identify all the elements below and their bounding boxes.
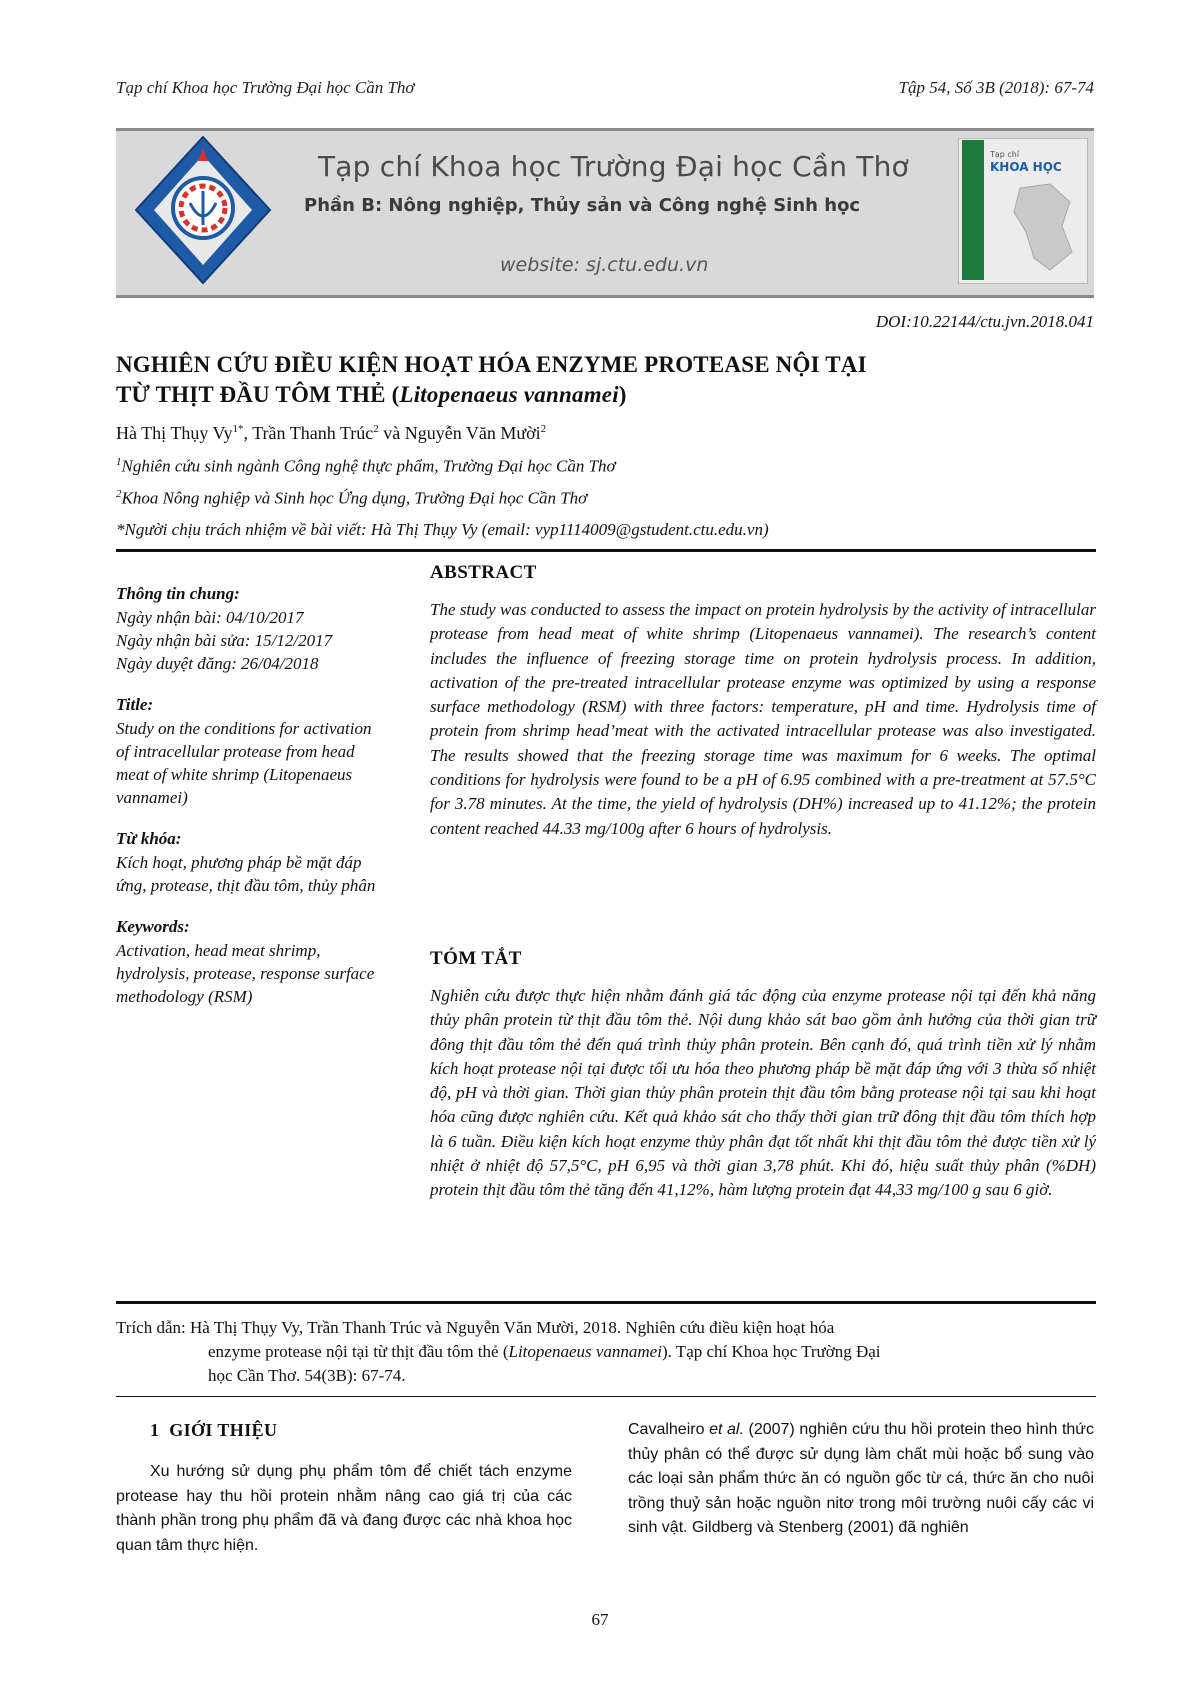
citation-line-1 [116,1316,1096,1340]
keywords-text: Activation, head meat shrimp, hydrolysis, protease, response surface methodology (RSM) [116,941,375,1006]
citation-part-1: Hà Thị Thụy Vy, Trần Thanh Trúc và Nguyễn Văn Mười, 2018. Nghiên cứu điều kiện hoạt hóa [190,1318,835,1337]
cover-label-small: Tạp chí [990,150,1020,159]
abstract-divider [116,1301,1096,1304]
tomtat-heading: TÓM TẮT [430,948,522,969]
abstract-heading: ABSTRACT [430,562,537,583]
right-column-text-b: (2007) nghiên cứu thu hồi protein theo hình thức thủy phân có thể được sử dụng làm chất mùi hoặc bổ sung vào các loại sản phẩm thức ăn có nguồn gốc từ cá, thức ăn cho nuôi trồng thuỷ sản hoặc nguồn nitơ trong môi trường nuôi cấy các vi sinh vật. Gildberg và Stenberg (2001) đã nghiên [628,1421,1095,1536]
tukhoa-heading: Từ khóa: [116,829,182,848]
cover-strip [962,140,984,280]
title-species: Litopenaeus vannamei [399,382,619,407]
title-line-2-text: TỪ THỊT ĐẦU TÔM THẺ ( [116,382,400,407]
affiliation-1-sup: 1 [116,456,122,468]
date-accepted: Ngày duyệt đăng: 26/04/2018 [116,654,319,673]
banner-website[interactable]: website: sj.ctu.edu.vn [500,254,709,276]
section-1-right-column [628,1418,1094,1541]
affiliation-2-text: Khoa Nông nghiệp và Sinh học Ứng dụng, Trường Đại học Cần Thơ [121,488,588,508]
affiliation-2 [116,488,587,509]
date-revised: Ngày nhận bài sửa: 15/12/2017 [116,631,333,650]
doi[interactable]: DOI:10.22144/ctu.jvn.2018.041 [875,312,1094,331]
article-title [116,350,1096,410]
author-2: , Trần Thanh Trúc [243,423,374,443]
title-line-2-end: ) [618,382,627,407]
cover-map-icon [1010,182,1078,274]
affiliation-1 [116,456,616,477]
citation-line-2 [116,1340,1096,1364]
banner-title: Tạp chí Khoa học Trường Đại học Cần Thơ [318,150,909,183]
citation-divider [116,1396,1096,1397]
header-divider [116,549,1096,552]
citation-species: Litopenaeus vannamei [508,1342,662,1361]
author-3-sup: 2 [540,423,547,435]
citation-part-2: enzyme protease nội tại từ thịt đầu tôm thẻ ( [208,1342,509,1361]
tomtat-text: Nghiên cứu được thực hiện nhằm đánh giá tác động của enzyme protease nội tại đến khả năng thủy phân protein từ thịt đầu tôm thẻ. Nội dung khảo sát bao gồm ảnh hưởng của thời gian trữ đông thịt đầu tôm thẻ đến quá trình thủy phân protein. Bên cạnh đó, quá trình tiền xử lý nhằm kích hoạt protease nội tại được tối ưu hóa theo phương pháp bề mặt đáp ứng với 3 thừa số nhiệt độ, pH và thời gian. Thời gian thủy phân protein thịt đầu tôm bằng protease nội tại sau khi hoạt hóa cũng được nghiên cứu. Kết quả khảo sát cho thấy thời gian trữ đông thịt đầu tôm thích hợp là 6 tuần. Điều kiện kích hoạt enzyme thủy phân đạt tốt nhất khi thịt đầu tôm thẻ được tiền xử lý nhiệt ở nhiệt độ 57,5°C, pH 6,95 và thời gian 3,78 phút. Khi đó, hiệu suất thủy phân (%DH) protein thịt đầu tôm thẻ tăng đến 41,12%, hàm lượng protein đạt 44,33 mg/100 g sau 6 giờ. [430,986,1096,1200]
author-list [116,423,546,444]
banner-subtitle: Phần B: Nông nghiệp, Thủy sản và Công nghệ Sinh học [304,195,861,216]
affiliation-2-sup: 2 [116,488,122,500]
cover-label: KHOA HỌC [990,160,1062,174]
corresponding-author: *Người chịu trách nhiệm về bài viết: Hà Thị Thụy Vy (email: vyp1114009@gstudent.ctu.edu.vn) [116,520,769,539]
article-info-sidebar [116,582,386,1026]
english-title: Study on the conditions for activation of intracellular protease from head meat of white shrimp (Litopenaeus vannamei) [116,719,372,807]
citation-part-2-end: ). Tạp chí Khoa học Trường Đại [661,1342,881,1361]
citation [116,1316,1096,1388]
citation-label: Trích dẫn: [116,1318,186,1337]
right-column-text-a: Cavalheiro [628,1421,710,1438]
title-line-2 [116,380,1096,410]
section-1-heading [150,1420,277,1441]
abstract-text: The study was conducted to assess the impact on protein hydrolysis by the activity of intracellular protease from head meat of white shrimp (Litopenaeus vannamei). The research’s content includes the influence of freezing storage time on protein hydrolysis process. In addition, activation of the pre-treated intracellular protease enzyme was optimized by using a response surface methodology (RSM) with three factors: temperature, pH and time. Hydrolysis time of protein from shrimp head’meat with the activated intracellular protease was also investigated. The results showed that the freezing storage time was maximum for 6 weeks. The optimal conditions for hydrolysis were found to be a pH of 6.95 combined with a pre-treatment at 57.5°C for 3.78 minutes. At the time, the yield of hydrolysis (DH%) increased up to 41.12%; the protein content reached 44.33 mg/100g after 6 hours of hydrolysis. [430,600,1096,838]
page-number: 67 [591,1610,609,1629]
author-1-sup: 1* [232,423,244,435]
section-1-title: GIỚI THIỆU [169,1420,278,1440]
right-column-etal: et al. [709,1421,744,1438]
date-received: Ngày nhận bài: 04/10/2017 [116,608,304,627]
author-1: Hà Thị Thụy Vy [116,423,233,443]
running-header-journal: Tạp chí Khoa học Trường Đại học Cần Thơ [116,78,415,97]
keywords-heading: Keywords: [116,917,190,936]
author-3: và Nguyễn Văn Mười [378,423,541,443]
info-heading: Thông tin chung: [116,584,240,603]
university-logo [128,133,278,287]
section-1-number: 1 [150,1420,160,1440]
title-line-1: NGHIÊN CỨU ĐIỀU KIỆN HOẠT HÓA ENZYME PROTEASE NỘI TẠI [116,352,867,377]
running-header-volume: Tập 54, Số 3B (2018): 67-74 [898,78,1094,97]
title-heading: Title: [116,695,154,714]
affiliation-1-text: Nghiên cứu sinh ngành Công nghệ thực phẩm, Trường Đại học Cần Thơ [121,456,616,476]
citation-line-3: học Cần Thơ. 54(3B): 67-74. [208,1366,406,1385]
section-1-left-column: Xu hướng sử dụng phụ phẩm tôm để chiết tách enzyme protease hay thu hồi protein nhằm nâng cao giá trị của các thành phần trong phụ phẩm đã và đang được các nhà khoa học quan tâm thực hiện. [116,1463,572,1554]
tukhoa-text: Kích hoạt, phương pháp bề mặt đáp ứng, protease, thịt đầu tôm, thủy phân [116,853,376,895]
author-2-sup: 2 [373,423,379,435]
